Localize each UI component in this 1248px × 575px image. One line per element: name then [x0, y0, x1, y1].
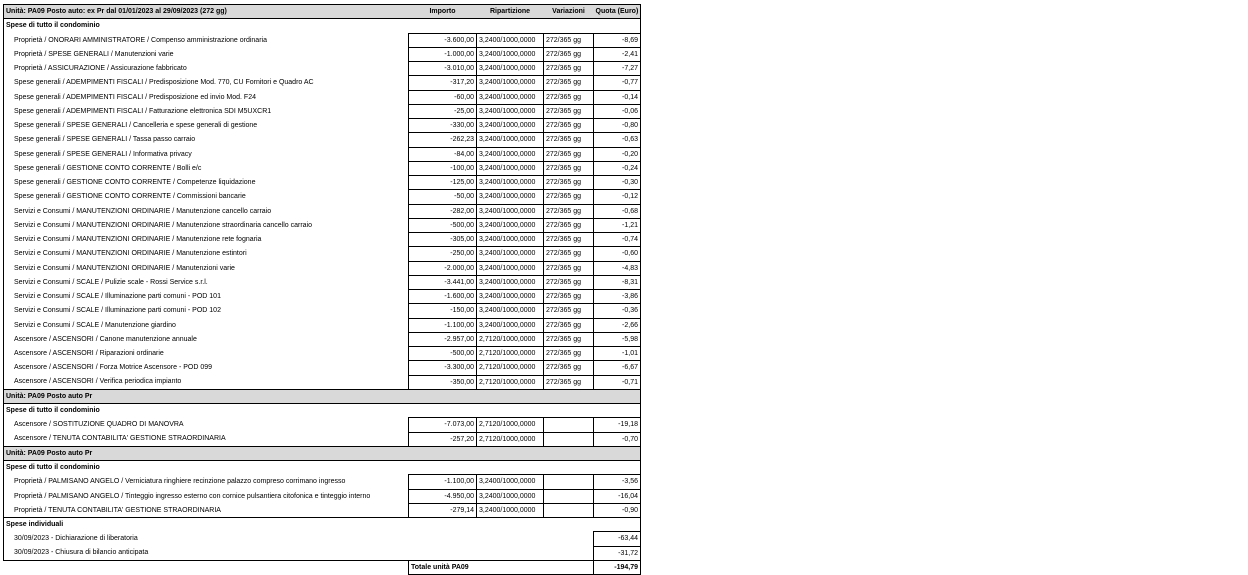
expense-allocation: 3,2400/1000,0000	[477, 76, 544, 90]
expense-amount: -279,14	[409, 503, 477, 517]
expense-variation: 272/365 gg	[544, 176, 594, 190]
expense-row	[4, 318, 641, 332]
unit-title: Unità: PA09 Posto auto: ex Pr dal 01/01/2023 al 29/09/2023 (272 gg)	[4, 5, 409, 19]
column-header-importo: Importo	[409, 5, 477, 19]
expense-amount: -60,00	[409, 90, 477, 104]
expense-description: Spese generali / GESTIONE CONTO CORRENTE / Competenze liquidazione	[4, 176, 409, 190]
expense-allocation: 3,2400/1000,0000	[477, 33, 544, 47]
expense-amount: -305,00	[409, 233, 477, 247]
expense-variation: 272/365 gg	[544, 147, 594, 161]
expense-share: -8,31	[594, 275, 641, 289]
expense-variation: 272/365 gg	[544, 375, 594, 389]
individual-expense-share: -63,44	[594, 532, 641, 546]
expense-variation: 272/365 gg	[544, 47, 594, 61]
expense-amount: -1.100,00	[409, 318, 477, 332]
expense-share: -0,77	[594, 76, 641, 90]
expense-share: -7,27	[594, 62, 641, 76]
expense-row	[4, 290, 641, 304]
expense-share: -16,04	[594, 489, 641, 503]
expense-share: -0,74	[594, 233, 641, 247]
expense-share: -1,01	[594, 347, 641, 361]
expense-amount: -1.100,00	[409, 475, 477, 489]
expense-variation	[544, 503, 594, 517]
expense-allocation: 3,2400/1000,0000	[477, 247, 544, 261]
expense-allocation: 2,7120/1000,0000	[477, 375, 544, 389]
expense-allocation: 3,2400/1000,0000	[477, 47, 544, 61]
total-label: Totale unità PA09	[409, 560, 594, 574]
expense-row	[4, 104, 641, 118]
total-value: -194,79	[594, 560, 641, 574]
expense-amount: -4.950,00	[409, 489, 477, 503]
expense-description: Proprietà / PALMISANO ANGELO / Tinteggio ingresso esterno con cornice pulsantiera citofonica e tinteggio interno	[4, 489, 409, 503]
expense-share: -0,80	[594, 119, 641, 133]
expense-variation: 272/365 gg	[544, 33, 594, 47]
expense-description: Proprietà / ASSICURAZIONE / Assicurazione fabbricato	[4, 62, 409, 76]
expense-row	[4, 161, 641, 175]
expense-row	[4, 375, 641, 389]
expense-variation: 272/365 gg	[544, 347, 594, 361]
expense-share: -0,24	[594, 161, 641, 175]
expense-variation: 272/365 gg	[544, 190, 594, 204]
expense-description: Spese generali / ADEMPIMENTI FISCALI / Predisposizione ed invio Mod. F24	[4, 90, 409, 104]
expense-share: -0,63	[594, 133, 641, 147]
expense-variation: 272/365 gg	[544, 290, 594, 304]
expense-variation	[544, 489, 594, 503]
expense-allocation: 3,2400/1000,0000	[477, 161, 544, 175]
expense-description: Servizi e Consumi / SCALE / Illuminazione parti comuni - POD 101	[4, 290, 409, 304]
expense-row	[4, 176, 641, 190]
expense-allocation: 3,2400/1000,0000	[477, 133, 544, 147]
expense-row	[4, 119, 641, 133]
expense-description: Proprietà / SPESE GENERALI / Manutenzioni varie	[4, 47, 409, 61]
expense-allocation: 3,2400/1000,0000	[477, 503, 544, 517]
expense-description: Servizi e Consumi / MANUTENZIONI ORDINARIE / Manutenzione straordinaria cancello carraio	[4, 218, 409, 232]
expense-row	[4, 432, 641, 446]
expense-row	[4, 332, 641, 346]
expense-row	[4, 62, 641, 76]
expense-row	[4, 361, 641, 375]
expense-amount: -100,00	[409, 161, 477, 175]
section-row	[4, 518, 641, 532]
expense-variation: 272/365 gg	[544, 318, 594, 332]
unit-header-row	[4, 446, 641, 460]
expense-description: Proprietà / ONORARI AMMINISTRATORE / Compenso amministrazione ordinaria	[4, 33, 409, 47]
expense-amount: -262,23	[409, 133, 477, 147]
expense-description: Spese generali / ADEMPIMENTI FISCALI / Fatturazione elettronica SDI M5UXCR1	[4, 104, 409, 118]
expense-row	[4, 47, 641, 61]
expense-row	[4, 275, 641, 289]
expense-variation	[544, 432, 594, 446]
expense-description: Servizi e Consumi / MANUTENZIONI ORDINARIE / Manutenzione rete fognaria	[4, 233, 409, 247]
expense-allocation: 3,2400/1000,0000	[477, 204, 544, 218]
expense-description: Spese generali / GESTIONE CONTO CORRENTE / Bolli e/c	[4, 161, 409, 175]
expense-variation: 272/365 gg	[544, 62, 594, 76]
expense-share: -3,86	[594, 290, 641, 304]
expense-allocation: 3,2400/1000,0000	[477, 218, 544, 232]
expense-row	[4, 233, 641, 247]
expense-description: Ascensore / ASCENSORI / Canone manutenzione annuale	[4, 332, 409, 346]
expense-share: -0,68	[594, 204, 641, 218]
expense-row	[4, 33, 641, 47]
expense-variation: 272/365 gg	[544, 261, 594, 275]
section-row	[4, 19, 641, 33]
expense-allocation: 3,2400/1000,0000	[477, 318, 544, 332]
expense-amount: -317,20	[409, 76, 477, 90]
expense-variation: 272/365 gg	[544, 119, 594, 133]
expense-description: Ascensore / ASCENSORI / Riparazioni ordinarie	[4, 347, 409, 361]
individual-expense-description: 30/09/2023 - Chiusura di bilancio anticipata	[4, 546, 594, 560]
expense-amount: -2.000,00	[409, 261, 477, 275]
expense-description: Proprietà / PALMISANO ANGELO / Verniciatura ringhiere recinzione palazzo compreso corrimano ingresso	[4, 475, 409, 489]
section-title: Spese individuali	[4, 518, 641, 532]
expense-allocation: 3,2400/1000,0000	[477, 275, 544, 289]
expense-allocation: 3,2400/1000,0000	[477, 176, 544, 190]
expense-share: -2,41	[594, 47, 641, 61]
expense-description: Servizi e Consumi / SCALE / Pulizie scale - Rossi Service s.r.l.	[4, 275, 409, 289]
unit-header-row	[4, 5, 641, 19]
expense-variation: 272/365 gg	[544, 218, 594, 232]
expense-share: -0,12	[594, 190, 641, 204]
expense-description: Ascensore / ASCENSORI / Forza Motrice Ascensore - POD 099	[4, 361, 409, 375]
expense-row	[4, 218, 641, 232]
expense-description: Spese generali / SPESE GENERALI / Cancelleria e spese generali di gestione	[4, 119, 409, 133]
expense-share: -0,06	[594, 104, 641, 118]
expense-description: Ascensore / ASCENSORI / Verifica periodica impianto	[4, 375, 409, 389]
expense-allocation: 2,7120/1000,0000	[477, 332, 544, 346]
expense-share: -0,30	[594, 176, 641, 190]
expense-sheet	[3, 4, 640, 575]
expense-description: Servizi e Consumi / MANUTENZIONI ORDINARIE / Manutenzione estintori	[4, 247, 409, 261]
expense-row	[4, 489, 641, 503]
expense-row	[4, 76, 641, 90]
expense-row	[4, 475, 641, 489]
expense-share: -0,71	[594, 375, 641, 389]
column-header-variazioni: Variazioni	[544, 5, 594, 19]
expense-amount: -125,00	[409, 176, 477, 190]
unit-title: Unità: PA09 Posto auto Pr	[4, 446, 641, 460]
column-header-quota: Quota (Euro)	[594, 5, 641, 19]
total-row	[4, 560, 641, 574]
expense-row	[4, 503, 641, 517]
expense-amount: -350,00	[409, 375, 477, 389]
column-header-ripartizione: Ripartizione	[477, 5, 544, 19]
unit-header-row	[4, 389, 641, 403]
expense-share: -19,18	[594, 418, 641, 432]
expense-allocation: 3,2400/1000,0000	[477, 261, 544, 275]
expense-amount: -3.600,00	[409, 33, 477, 47]
expense-share: -8,69	[594, 33, 641, 47]
expense-allocation: 3,2400/1000,0000	[477, 147, 544, 161]
expense-variation: 272/365 gg	[544, 332, 594, 346]
section-title: Spese di tutto il condominio	[4, 19, 641, 33]
expense-variation: 272/365 gg	[544, 233, 594, 247]
expense-variation: 272/365 gg	[544, 361, 594, 375]
individual-expense-row	[4, 546, 641, 560]
total-spacer	[4, 560, 409, 574]
expense-variation: 272/365 gg	[544, 76, 594, 90]
section-title: Spese di tutto il condominio	[4, 404, 641, 418]
expense-share: -1,21	[594, 218, 641, 232]
expense-amount: -282,00	[409, 204, 477, 218]
expense-allocation: 3,2400/1000,0000	[477, 304, 544, 318]
expense-allocation: 3,2400/1000,0000	[477, 233, 544, 247]
individual-expense-description: 30/09/2023 - Dichiarazione di liberatoria	[4, 532, 594, 546]
section-row	[4, 404, 641, 418]
expense-description: Servizi e Consumi / SCALE / Manutenzione giardino	[4, 318, 409, 332]
expense-share: -2,66	[594, 318, 641, 332]
expense-allocation: 2,7120/1000,0000	[477, 418, 544, 432]
expense-description: Servizi e Consumi / MANUTENZIONI ORDINARIE / Manutenzioni varie	[4, 261, 409, 275]
expense-allocation: 3,2400/1000,0000	[477, 62, 544, 76]
expense-share: -0,70	[594, 432, 641, 446]
expense-description: Spese generali / ADEMPIMENTI FISCALI / Predisposizione Mod. 770, CU Fornitori e Quadro AC	[4, 76, 409, 90]
expense-allocation: 3,2400/1000,0000	[477, 190, 544, 204]
expense-amount: -25,00	[409, 104, 477, 118]
expense-allocation: 3,2400/1000,0000	[477, 475, 544, 489]
expense-description: Spese generali / SPESE GENERALI / Tassa passo carraio	[4, 133, 409, 147]
expense-share: -3,56	[594, 475, 641, 489]
expense-variation: 272/365 gg	[544, 275, 594, 289]
section-title: Spese di tutto il condominio	[4, 461, 641, 475]
expense-allocation: 3,2400/1000,0000	[477, 119, 544, 133]
expense-variation	[544, 475, 594, 489]
expense-allocation: 3,2400/1000,0000	[477, 290, 544, 304]
expense-row	[4, 90, 641, 104]
expense-description: Spese generali / GESTIONE CONTO CORRENTE / Commissioni bancarie	[4, 190, 409, 204]
unit-title: Unità: PA09 Posto auto Pr	[4, 389, 641, 403]
expense-row	[4, 304, 641, 318]
expense-description: Servizi e Consumi / MANUTENZIONI ORDINARIE / Manutenzione cancello carraio	[4, 204, 409, 218]
expense-amount: -3.010,00	[409, 62, 477, 76]
expense-row	[4, 247, 641, 261]
expense-amount: -1.000,00	[409, 47, 477, 61]
expense-amount: -250,00	[409, 247, 477, 261]
expense-variation: 272/365 gg	[544, 161, 594, 175]
expense-share: -0,90	[594, 503, 641, 517]
expense-share: -0,20	[594, 147, 641, 161]
expense-row	[4, 190, 641, 204]
expense-share: -0,36	[594, 304, 641, 318]
expense-amount: -150,00	[409, 304, 477, 318]
expense-amount: -257,20	[409, 432, 477, 446]
expense-variation: 272/365 gg	[544, 204, 594, 218]
expense-description: Spese generali / SPESE GENERALI / Informativa privacy	[4, 147, 409, 161]
expense-share: -6,67	[594, 361, 641, 375]
individual-expense-row	[4, 532, 641, 546]
expense-row	[4, 204, 641, 218]
individual-expense-share: -31,72	[594, 546, 641, 560]
expense-share: -5,98	[594, 332, 641, 346]
expense-amount: -50,00	[409, 190, 477, 204]
expense-allocation: 2,7120/1000,0000	[477, 361, 544, 375]
expense-variation: 272/365 gg	[544, 247, 594, 261]
expense-share: -4,83	[594, 261, 641, 275]
expense-description: Ascensore / SOSTITUZIONE QUADRO DI MANOVRA	[4, 418, 409, 432]
expense-allocation: 3,2400/1000,0000	[477, 90, 544, 104]
expense-variation: 272/365 gg	[544, 104, 594, 118]
expense-allocation: 2,7120/1000,0000	[477, 432, 544, 446]
expense-variation: 272/365 gg	[544, 90, 594, 104]
expense-variation	[544, 418, 594, 432]
expense-share: -0,60	[594, 247, 641, 261]
expense-row	[4, 147, 641, 161]
expense-amount: -500,00	[409, 347, 477, 361]
expense-row	[4, 347, 641, 361]
expense-table	[3, 4, 641, 575]
expense-amount: -1.600,00	[409, 290, 477, 304]
expense-row	[4, 133, 641, 147]
expense-row	[4, 418, 641, 432]
expense-description: Ascensore / TENUTA CONTABILITA' GESTIONE STRAORDINARIA	[4, 432, 409, 446]
expense-variation: 272/365 gg	[544, 133, 594, 147]
expense-description: Servizi e Consumi / SCALE / Illuminazione parti comuni - POD 102	[4, 304, 409, 318]
expense-allocation: 3,2400/1000,0000	[477, 104, 544, 118]
expense-variation: 272/365 gg	[544, 304, 594, 318]
expense-description: Proprietà / TENUTA CONTABILITA' GESTIONE STRAORDINARIA	[4, 503, 409, 517]
expense-share: -0,14	[594, 90, 641, 104]
expense-amount: -330,00	[409, 119, 477, 133]
expense-amount: -3.300,00	[409, 361, 477, 375]
expense-amount: -3.441,00	[409, 275, 477, 289]
expense-row	[4, 261, 641, 275]
expense-amount: -7.073,00	[409, 418, 477, 432]
expense-amount: -500,00	[409, 218, 477, 232]
expense-amount: -84,00	[409, 147, 477, 161]
expense-allocation: 3,2400/1000,0000	[477, 489, 544, 503]
section-row	[4, 461, 641, 475]
expense-allocation: 2,7120/1000,0000	[477, 347, 544, 361]
expense-amount: -2.957,00	[409, 332, 477, 346]
